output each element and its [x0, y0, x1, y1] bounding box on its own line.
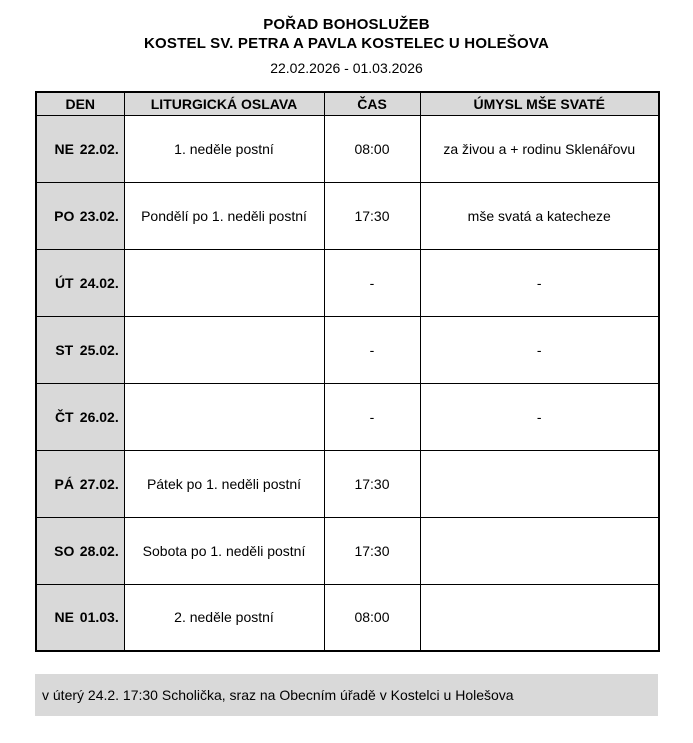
document-header: [0, 0, 693, 77]
day-abbr: PÁ: [54, 475, 74, 492]
day-cell: [36, 383, 124, 450]
footer-note: v úterý 24.2. 17:30 Scholička, sraz na Obecním úřadě v Kostelci u Holešova: [35, 674, 658, 716]
day-abbr: NE: [54, 140, 74, 157]
day-abbr: NE: [54, 609, 74, 626]
col-header-intention: ÚMYSL MŠE SVATÉ: [420, 92, 659, 115]
time-cell: -: [324, 249, 420, 316]
day-abbr: ST: [55, 341, 74, 358]
liturgy-cell: 2. neděle postní: [124, 584, 324, 651]
date-range: 22.02.2026 - 01.03.2026: [270, 60, 423, 76]
day-date: 25.02.: [79, 341, 119, 358]
table-row: [36, 383, 659, 450]
day-abbr: ÚT: [54, 274, 74, 291]
table-row: [36, 115, 659, 182]
time-cell: 17:30: [324, 517, 420, 584]
day-date: 26.02.: [79, 408, 119, 425]
liturgy-cell: [124, 249, 324, 316]
table-row: [36, 517, 659, 584]
intention-cell: -: [420, 316, 659, 383]
table-row: [36, 182, 659, 249]
day-cell: [36, 450, 124, 517]
time-cell: 17:30: [324, 450, 420, 517]
day-cell: [36, 517, 124, 584]
intention-cell: mše svatá a katecheze: [420, 182, 659, 249]
intention-cell: [420, 517, 659, 584]
intention-cell: za živou a + rodinu Sklenářovu: [420, 115, 659, 182]
liturgy-cell: [124, 383, 324, 450]
day-cell: [36, 182, 124, 249]
day-date: 24.02.: [79, 274, 119, 291]
day-date: 27.02.: [79, 475, 119, 492]
table-row: [36, 249, 659, 316]
liturgy-cell: [124, 316, 324, 383]
day-abbr: SO: [54, 542, 75, 559]
liturgy-cell: Pondělí po 1. neděli postní: [124, 182, 324, 249]
day-cell: [36, 115, 124, 182]
liturgy-cell: 1. neděle postní: [124, 115, 324, 182]
day-cell: [36, 249, 124, 316]
intention-cell: [420, 584, 659, 651]
intention-cell: -: [420, 249, 659, 316]
schedule-table: [35, 91, 660, 652]
intention-cell: [420, 450, 659, 517]
day-cell: [36, 316, 124, 383]
col-header-time: ČAS: [324, 92, 420, 115]
table-row: [36, 584, 659, 651]
col-header-liturgy: LITURGICKÁ OSLAVA: [124, 92, 324, 115]
day-date: 28.02.: [79, 542, 119, 559]
header-row: [36, 92, 659, 115]
day-cell: [36, 584, 124, 651]
intention-cell: -: [420, 383, 659, 450]
col-header-den: DEN: [36, 92, 124, 115]
liturgy-cell: Pátek po 1. neděli postní: [124, 450, 324, 517]
liturgy-cell: Sobota po 1. neděli postní: [124, 517, 324, 584]
day-abbr: PO: [54, 207, 75, 224]
table-row: [36, 316, 659, 383]
document-title: POŘAD BOHOSLUŽEB: [263, 16, 430, 33]
time-cell: 08:00: [324, 584, 420, 651]
day-date: 01.03.: [79, 609, 119, 626]
day-date: 22.02.: [79, 140, 119, 157]
document-subtitle: KOSTEL SV. PETRA A PAVLA KOSTELEC U HOLEŠOVA: [144, 35, 549, 52]
table-row: [36, 450, 659, 517]
day-abbr: ČT: [54, 408, 74, 425]
time-cell: -: [324, 316, 420, 383]
time-cell: 17:30: [324, 182, 420, 249]
day-date: 23.02.: [79, 207, 119, 224]
time-cell: -: [324, 383, 420, 450]
time-cell: 08:00: [324, 115, 420, 182]
